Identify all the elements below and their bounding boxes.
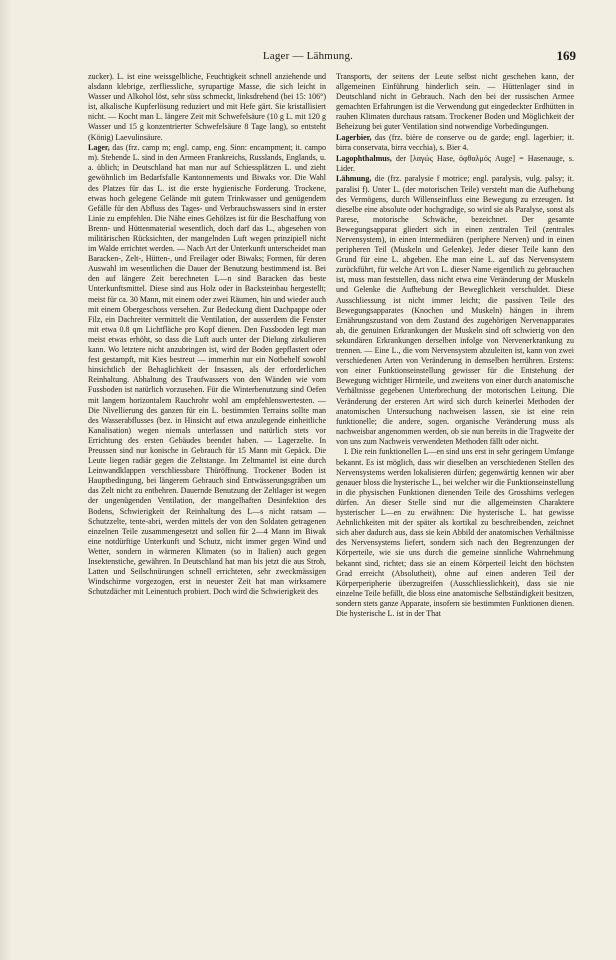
entry-text: der [λαγώς Hase, ὀφθαλμός Auge] = Hasenauge, s. Lider. <box>336 153 574 173</box>
left-column <box>88 72 326 942</box>
binding-shadow <box>0 0 12 960</box>
page-header <box>40 50 576 70</box>
entry-text: das (frz. camp m; engl. camp, eng. Sinn: encampment; it. campo m). Stehende L. sind in den Armeen Frankreichs, Russlands, Englands, u. a. üblich; in Deutschland hat man nur auf Schiessplätzen L. und zieht gewöhnlich im Bedarfsfalle Kantonnements und Biwaks vor. Die Wahl des Platzes für das L. ist die erste hygienische Forderung. Trockene, etwas hoch gelegene Gelände mit gutem Trinkwasser und genügendem Gefälle für den Abfluss des Tages- und Verbrauchswassers sind in erster Linie zu empfehlen. Die Nähe eines Gehölzes ist für die Beschaffung von Brenn- und Hüttenmaterial wesentlich, doch darf das L., abgesehen von militärischen Rücksichten, der mangelnden Luft wegen prinzipiell nicht im Walde errichtet werden. — Nach Art der Unterkunft unterscheidet man Baracken-, Zelt-, Hütten-, und Freilager oder Biwaks; Formen, für deren Auswahl im wesentlichen die Dauer der Benutzung bestimmend ist. Bei den auf längere Zeit berechneten L—n sind Baracken das beste Unterkunftsmittel. Diese sind aus Holz oder in Backsteinbau hergestellt; meist für ca. 30 Mann, mit einem oder zwei Räumen, hin und wieder auch mit einem Obergeschoss versehen. Zur Bedeckung dient Dachpappe oder Filz, ein Dachreiter vermittelt die Ventilation, der ausserdem die Fenster mit etwa 0.8 qm Lichtfläche pro Kopf dienen. Den Fussboden legt man meist etwas erhöht, so dass die Luft auch unter der Dielung zirkulieren kann. Wo letztere nicht anzubringen ist, wird der Boden gepflastert oder fest gestampft, mit Kies bestreut — immerhin nur ein Notbehelf sowohl hinsichtlich der Behaglichkeit der Insassen, als der erforderlichen Reinhaltung. Abhaltung des Traufwassers von den Wänden wie vom Fussboden ist natürlich vorzusehen. Für die Winterbenutzung sind Oefen mit langem horizontalem Rauchrohr wohl am empfehlenswertesten. — Die Nivellierung des ganzen für ein L. bestimmten Terrains sollte man des Wasserabflusses (bez. in Hinsicht auf etwa anzulegende einheitliche Kanalisation) wegen niemals unterlassen und natürlich stets vor Errichtung des ersten Gebäudes beendet haben. — Lagerzelte. In Preussen sind nur konische in Gebrauch für 15 Mann mit Gepäck. Die Leute liegen radiär gegen die Zeltstange. Im Zeltmantel ist eine durch Leinwandklappen verschliessbare Thüröffnung. Trockener Boden ist Hauptbedingung, bei längerem Gebrauch sind Entwässerungsgräben um das Zelt nicht zu entbehren. Dauernde Benutzung der Zeltlager ist wegen der ungenügenden Ventilation, der mangelhaften Desinfektion des Bodens, Schwierigkeit der Reinhaltung des L—s nicht ratsam — Schutzzelte, tente-abri, werden mittels der von den Soldaten getragenen einzelnen Teile zusammengesetzt und sollen für 2—4 Mann im Biwak eine notdürftige Unterkunft und Schutz, nicht immer gegen Wind und Wetter, sondern in wärmeren Klimaten (so in Italien) auch gegen Insektenstiche, gewähren. In Deutschland hat man bis jetzt die aus Stroh, Latten und Seilschnürungen schnell errichteten, sehr zweckmässigen Windschirme vorgezogen, erst in neuester Zeit hat man wirksamere Schutzdächer mit Leinentuch probiert. Doch wird die Schwierigkeit des <box>88 143 326 597</box>
text-columns <box>88 72 574 942</box>
entry-headword: Lagophthalmus, <box>336 153 392 163</box>
entry-text: die (frz. paralysie f motrice; engl. paralysis, vulg. palsy; it. paralisi f). Unter L. (der motorischen Teile) versteht man die Aufhebung des Vermögens, durch Willenseinfluss eine Bewegung zu erzeugen. Ist dieselbe eine absolute oder hochgradige, so wird sie als Paralyse, sonst als Parese, motorische Schwäche, bezeichnet. Der gesamte Bewegungsapparat gliedert sich in einen zentralen Teil (zentrales Nervensystem), in einen intermediären (periphere Nerven) und in einen peripheren Teil (Muskeln und Gelenke). Jeder dieser Teile kann den Grund für eine L. abgeben. Ehe man eine L. auf das Nervensystem zurückführt, für welche Art von L. dieser Name eigentlich zu gebrauchen ist, muss man feststellen, dass nicht etwa eine Veränderung der Muskeln und Gelenke die Aufhebung der Beweglichkeit verschuldet. Diese Ausschliessung ist nicht immer leicht; die passiven Teile des Bewegungsapparates (Knochen und Muskeln) hängen in ihrem Ernährungszustand von dem Zustand des zugehörigen Nervenapparates ab, die genuinen Erkrankungen der Muskeln sind oft schwierig von den sekundären Erkrankungen derselben infolge von Nervenerkrankung zu trennen. — Eine L., die vom Nervensystem abzuleiten ist, kann von zwei verschiedenen Arten von Veränderung in demselben herrühren. Erstens: von einer Funktionseinstellung gewisser für die Entstehung der Bewegung wichtiger Hirnteile, und zweitens von einer durch anatomische Verhältnisse gegebenen Unterbrechung der motorischen Leitung. Die Veränderung der ersteren Art wird sich durch keinerlei Methoden der anatomischen Untersuchung nachweisen lassen, sie ist eine rein funktionelle; die andere, sogen. organische Veränderung muss als nachweisbar angenommen werden, ob sie nun bereits in die Tragweite der von uns zum Nachweis verwendeten Methoden fällt oder nicht. <box>336 174 574 446</box>
entry-lagerbier <box>336 133 574 153</box>
entry-laehmung <box>336 174 574 447</box>
paragraph-lager-continued: Transports, der seitens der Leute selbst nicht geschehen kann, der allgemeinen Einführung hinderlich sein. — Hüttenlager sind in Deutschland nicht in Gebrauch. Nach den bei der russischen Armee gemachten Erfahrungen ist die Verwendung gut eingedeckter Erdhütten in rauhen Klimaten durchaus ratsam. Trockener Boden und Möglichkeit der Beheizung bei guter Ventilation sind notwendige Vorbedingungen. <box>336 72 574 132</box>
entry-text: das (frz. bière de conserve ou de garde; engl. lagerbier; it. birra conservata, birra vecchia), s. Bier 4. <box>336 133 574 153</box>
running-head: Lager — Lähmung. <box>262 50 354 62</box>
entry-lager <box>88 143 326 597</box>
page-number: 169 <box>556 48 576 63</box>
paragraph-funktionelle-laehmungen: I. Die rein funktionellen L—en sind uns erst in sehr geringem Umfange bekannt. Es ist möglich, dass wir dieselben an verschiedenen Stellen des Nervensystems werden lokalisieren dürfen; gegenwärtig kennen wir aber genauer bloss die hysterische L., bei welcher wir die Funktionseinstellung in die physischen Funktionen dienenden Teile des Grosshirns verlegen dürfen. An dieser Stelle sind nur die allgemeinsten Charaktere hysterischer L—en zu erwähnen: Die hysterische L. hat gewisse Aehnlichkeiten mit der später als kortikal zu beschreibenden, zeichnet sich aber dadurch aus, dass sie kein Abbild der anatomischen Verhältnisse des Nervensystems liefert, sondern sich nach den Begrenzungen der Körperteile, wie sie uns durch die gemeine sinnliche Wahrnehmung bekannt sind, richtet; dass sie an einem Körperteil leicht den höchsten Grad erreicht (Absolutheit), ohne auf einen anderen Teil der Körperperipherie überzugreifen (Ausschliesslichkeit), dass sie nie einzelne Teile befällt, die bloss eine anatomische Selbständigkeit besitzen, sondern stets ganze Apparate, insofern sie bestimmten Funktionen dienen. Die hysterische L. ist in der That <box>336 447 574 618</box>
right-column <box>336 72 574 942</box>
paragraph-laevulose-end: zucker). L. ist eine weissgelbliche, Feuchtigkeit schnell anziehende und alsdann klebrige, zerfliessliche, syrupartige Masse, die sich leicht in Wasser und Alkohol löst, sehr süss schmeckt, linksdrehend (bei 15: 106°) ist, alkalische Kupferlösung reduziert und mit Hefe gärt. Sie kristallisiert nicht. — Kocht man L. längere Zeit mit Schwefelsäure (10 g L. mit 120 g Wasser und 15 g konzentrierter Schwefelsäure 8 Tage lang), so entsteht (König) Laevulinsäure. <box>88 72 326 142</box>
entry-headword: Lager, <box>88 143 110 153</box>
entry-headword: Lähmung, <box>336 174 372 184</box>
entry-headword: Lagerbier, <box>336 133 372 143</box>
entry-lagophthalmus <box>336 154 574 174</box>
